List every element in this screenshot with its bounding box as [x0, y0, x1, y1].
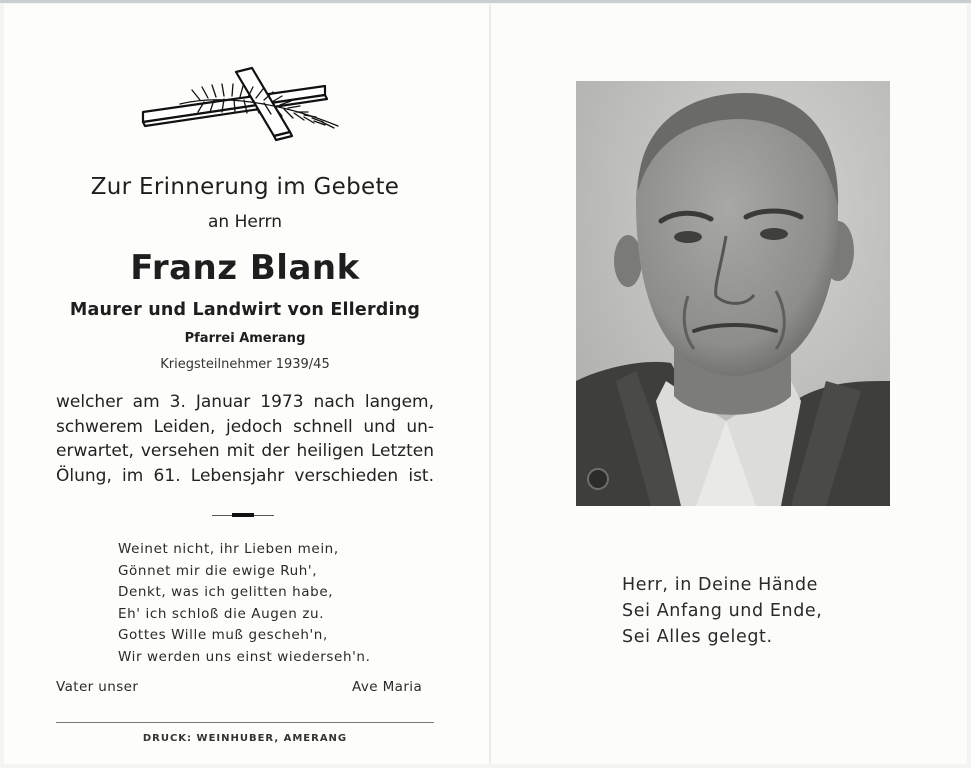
- footer-rule: [56, 722, 434, 723]
- parish: Pfarrei Amerang: [184, 331, 306, 346]
- prayer-vater-unser: Vater unser: [56, 679, 139, 695]
- title-line-2: an Herrn: [208, 212, 282, 232]
- cross-icon: [140, 64, 345, 144]
- scan-top-edge: [0, 0, 971, 3]
- obituary-line: erwartet, versehen mit der heiligen Letzten: [56, 441, 434, 462]
- printer-credit: DRUCK: WEINHUBER, AMERANG: [142, 733, 348, 744]
- prayer-ave-maria: Ave Maria: [352, 679, 423, 695]
- poem-line: Gottes Wille muß gescheh'n,: [118, 627, 328, 643]
- poem-line: Weinet nicht, ihr Lieben mein,: [118, 541, 339, 557]
- obituary-line: schwerem Leiden, jedoch schnell und un-: [56, 416, 434, 437]
- poem-line: Denkt, was ich gelitten habe,: [118, 584, 334, 600]
- obituary-line: welcher am 3. Januar 1973 nach langem,: [56, 392, 434, 412]
- veteran-note: Kriegsteilnehmer 1939/45: [160, 357, 330, 372]
- poem-line: Eh' ich schloß die Augen zu.: [118, 605, 325, 622]
- ornament-divider: [212, 513, 274, 517]
- verse-line: Herr, in Deine Hände: [622, 575, 819, 595]
- deceased-name: Franz Blank: [130, 248, 360, 288]
- verse-line: Sei Alles gelegt.: [622, 627, 773, 647]
- occupation: Maurer und Landwirt von Ellerding: [69, 300, 421, 320]
- poem-line: Wir werden uns einst wiederseh'n.: [118, 648, 371, 665]
- title-line-1: Zur Erinnerung im Gebete: [90, 174, 400, 200]
- bible-verse: [622, 572, 822, 650]
- portrait-photo: [576, 81, 890, 506]
- verse-line: Sei Anfang und Ende,: [622, 601, 823, 621]
- obituary-line: Ölung, im 61. Lebensjahr verschieden ist.: [56, 465, 434, 486]
- poem: [118, 539, 370, 668]
- poem-line: Gönnet mir die ewige Ruh',: [118, 562, 318, 579]
- obituary-text: [56, 390, 434, 488]
